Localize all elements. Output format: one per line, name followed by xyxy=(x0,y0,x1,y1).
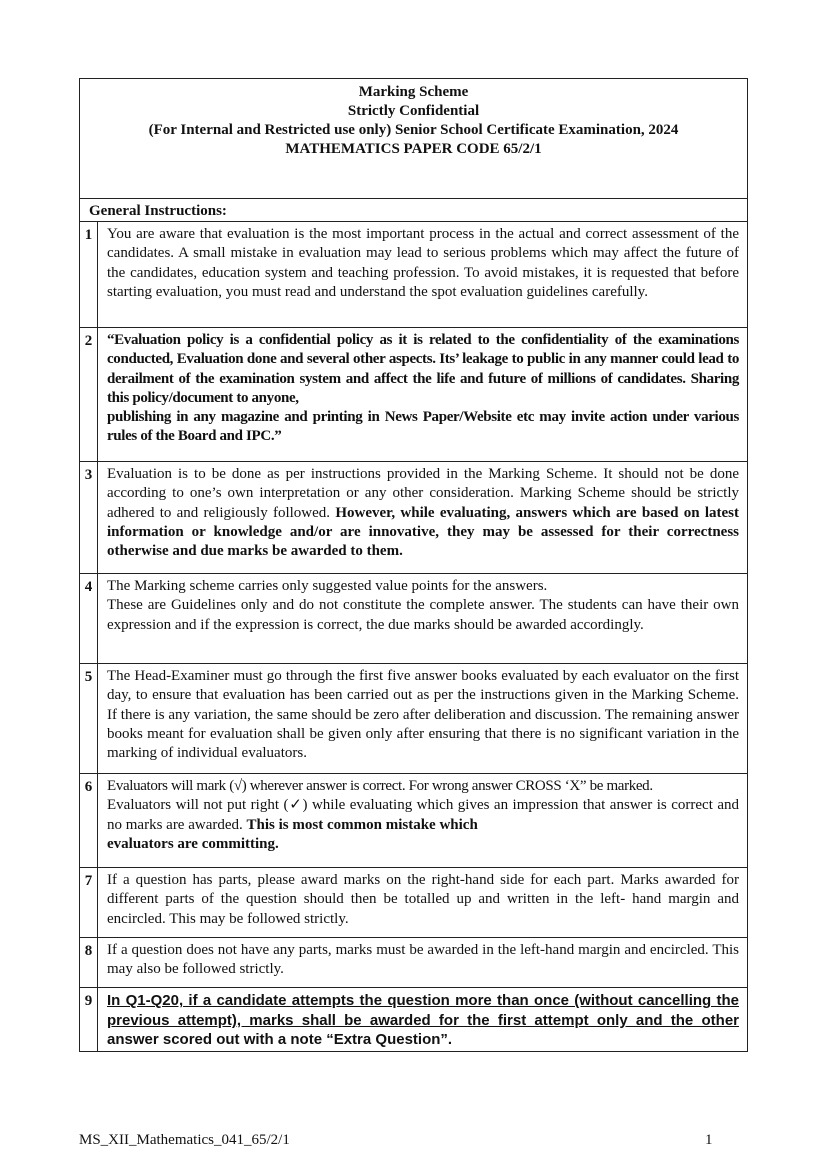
instruction-text xyxy=(98,774,748,868)
instruction-number: 5 xyxy=(80,664,98,774)
general-instructions-heading: General Instructions: xyxy=(80,199,748,222)
instruction-number: 4 xyxy=(80,574,98,664)
instruction-row xyxy=(80,774,748,868)
instruction-row xyxy=(80,328,748,462)
instruction-text: You are aware that evaluation is the most important process in the actual and correct assessment of the candidates. A small mistake in evaluation may lead to serious problems which may affect the future of the candidates, education system and teaching profession. To avoid mistakes, it is requested that before starting evaluation, you must read and understand the spot evaluation guidelines carefully. xyxy=(98,222,748,328)
instruction-plain-text: answer scored out with a note “Extra Question”. xyxy=(107,1031,453,1049)
instruction-row xyxy=(80,664,748,774)
header-title: Marking Scheme xyxy=(358,84,469,100)
marking-scheme-table xyxy=(79,78,748,1052)
instruction-text xyxy=(98,988,748,1052)
instruction-plain-text: These are Guidelines only and do not constitute the complete answer. The students can have their own expression and if the expression is correct, the due marks should be awarded accordingly. xyxy=(107,597,739,633)
instruction-number: 8 xyxy=(80,937,98,988)
instruction-underlined-text: In Q1-Q20, if a candidate attempts the question more than once (without cancelling the previous attempt), marks shall be awarded for the first attempt only and the other xyxy=(107,992,739,1029)
instruction-number: 6 xyxy=(80,774,98,868)
instruction-text xyxy=(98,462,748,574)
instruction-number: 2 xyxy=(80,328,98,462)
instruction-bold-text: publishing in any magazine and printing in News Paper/Website etc may invite action under various rules of the Board and IPC.” xyxy=(107,409,739,445)
instruction-plain-text: Evaluators will not put right (✓) while evaluating which gives an impression that answer is correct and no marks are awarded. xyxy=(107,797,739,833)
header-paper-code: MATHEMATICS PAPER CODE 65/2/1 xyxy=(285,141,542,157)
header-confidential: Strictly Confidential xyxy=(347,103,480,119)
instruction-number: 7 xyxy=(80,868,98,938)
instruction-text: If a question does not have any parts, marks must be awarded in the left-hand margin and encircled. This may also be followed strictly. xyxy=(98,937,748,988)
instruction-row xyxy=(80,222,748,328)
instruction-number: 9 xyxy=(80,988,98,1052)
instruction-text xyxy=(98,328,748,462)
instruction-row xyxy=(80,462,748,574)
footer-page-number: 1 xyxy=(705,1132,713,1148)
instruction-text xyxy=(98,574,748,664)
instruction-bold-text: This is most common mistake which xyxy=(246,816,478,833)
instruction-plain-text: Evaluation is to be done as per instructions provided in the Marking Scheme. It should not be done according to one’s own interpretation or any other consideration. Marking Scheme should be strictly adhered to and religiously followed. xyxy=(107,466,739,521)
instruction-text: The Head-Examiner must go through the first five answer books evaluated by each evaluator on the first day, to ensure that evaluation has been carried out as per the instructions given in the Marking Scheme. If there is any variation, the same should be zero after deliberation and discussion. The remaining answer books meant for evaluation shall be given only after ensuring that there is no significant variation in the marking of individual evaluators. xyxy=(98,664,748,774)
instruction-bold-text: However, while evaluating, answers which are based on latest information or knowledge and/or are innovative, they may be assessed for their correctness otherwise and due marks be awarded to them. xyxy=(107,504,740,560)
instruction-row xyxy=(80,988,748,1052)
document-header xyxy=(80,79,748,199)
instruction-text: If a question has parts, please award marks on the right-hand side for each part. Marks awarded for different parts of the question should then be totalled up and written in the left- hand margin and encircled. This may be followed strictly. xyxy=(98,868,748,938)
instruction-bold-text: “Evaluation policy is a confidential policy as it is related to the confidentiality of the examinations conducted, Evaluation done and several other aspects. Its’ leakage to public in any manner could lead to derailment of the examination system and affect the life and future of millions of candidates. Sharing this policy/document to anyone, xyxy=(107,332,739,406)
instruction-row xyxy=(80,937,748,988)
instruction-row xyxy=(80,574,748,664)
instruction-number: 1 xyxy=(80,222,98,328)
footer-document-id: MS_XII_Mathematics_041_65/2/1 xyxy=(79,1132,290,1148)
instruction-plain-text: Evaluators will mark (√) wherever answer is correct. For wrong answer CROSS ‘X” be marked. xyxy=(107,778,653,794)
instruction-row xyxy=(80,868,748,938)
header-exam: (For Internal and Restricted use only) Senior School Certificate Examination, 2024 xyxy=(148,122,679,138)
instruction-plain-text: The Marking scheme carries only suggested value points for the answers. xyxy=(107,578,548,594)
instruction-bold-text: evaluators are committing. xyxy=(107,835,279,852)
instruction-number: 3 xyxy=(80,462,98,574)
